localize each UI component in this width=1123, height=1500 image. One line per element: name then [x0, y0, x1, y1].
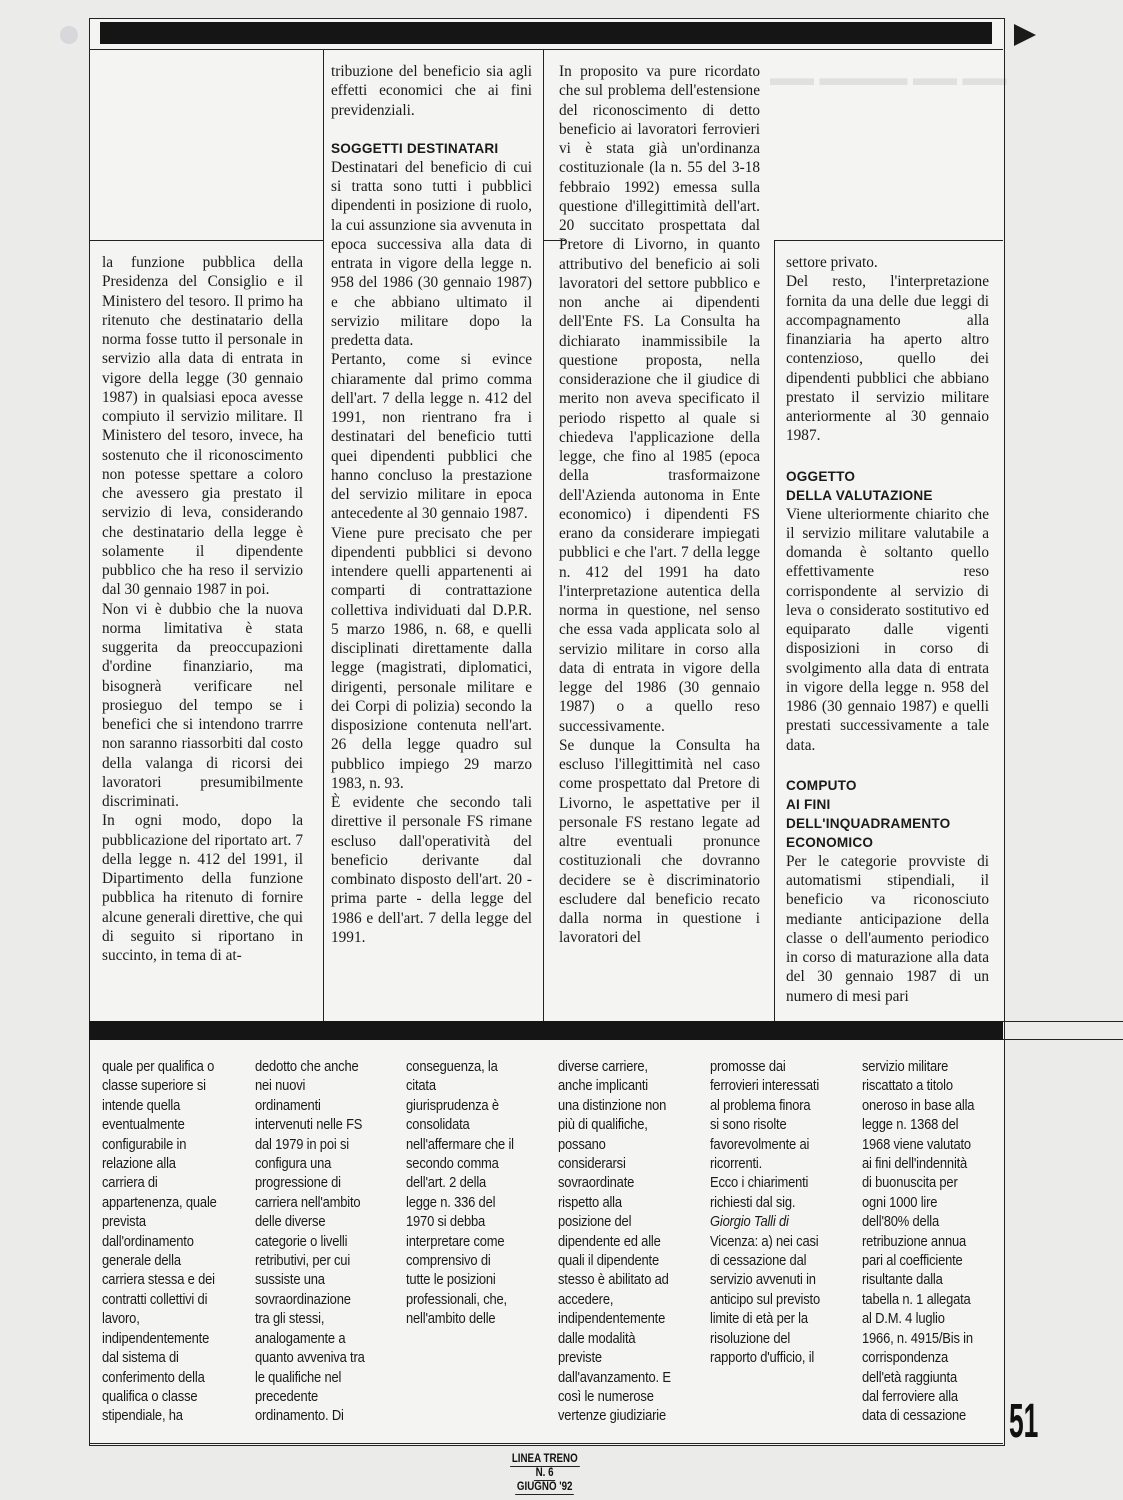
sidebar-line: più di qualifiche, — [558, 1117, 648, 1134]
sidebar-line: conferimento della — [102, 1369, 205, 1386]
section-heading — [786, 467, 989, 505]
sidebar-column-6 — [862, 1058, 986, 1427]
sidebar-line: configura una — [255, 1156, 332, 1173]
paragraph: Viene pure precisato che per dipendenti pubblici si devono intendere quelli appartenenti ai comparti di contrattazione collettiva individuati dal D.P.R. 5 marzo 1986, n. 68, e quelli disciplinati direttamente dalla legge (magistrati, diplomatici, dirigenti, personale militare e dei Corpi di polizia) secondo la disposizione contenuta nell'art. 26 della legge quadro sul pubblico impiego 29 marzo 1983, n. 93. — [331, 524, 532, 792]
sidebar-column-4 — [558, 1058, 682, 1427]
sidebar-line: lavoro, — [102, 1311, 140, 1328]
sidebar-line: analogamente a — [255, 1330, 346, 1347]
sidebar-line: promosse dai — [710, 1059, 786, 1075]
sidebar-line: dal ferroviere alla — [862, 1388, 958, 1405]
column-divider-1 — [323, 49, 324, 1021]
sidebar-line: Giorgio Talli di — [710, 1214, 789, 1231]
footer-title: LINEA TRENO — [512, 1453, 578, 1465]
sidebar-line: riscattato a titolo — [862, 1078, 953, 1095]
arrow-right-icon — [1014, 24, 1036, 46]
heading-line: AI FINI — [786, 796, 831, 812]
sidebar-line: 1968 viene valutato — [862, 1136, 971, 1153]
sidebar-line: rispetto alla — [558, 1194, 622, 1211]
sidebar-line: eventualmente — [102, 1117, 185, 1134]
sidebar-line: intende quella — [102, 1097, 181, 1114]
frame-line-bottom — [89, 1443, 1003, 1444]
sidebar-line: di buonuscita per — [862, 1175, 958, 1192]
sidebar-line: quanto avveniva tra — [255, 1350, 365, 1367]
sidebar-line: considerarsi — [558, 1156, 626, 1173]
sidebar-line: accedere, — [558, 1291, 614, 1308]
sidebar-line: intervenuti nelle FS — [255, 1117, 363, 1134]
article-column-2 — [331, 62, 532, 947]
heading-line: ECONOMICO — [786, 834, 874, 850]
sidebar-line: favorevolmente ai — [710, 1136, 810, 1153]
sidebar-line: delle diverse — [255, 1214, 326, 1231]
sidebar-line: relazione alla — [102, 1156, 176, 1173]
sidebar-line: dipendente ed alle — [558, 1233, 661, 1250]
sidebar-line: indipendentemente — [102, 1330, 210, 1347]
sidebar-line: precedente — [255, 1388, 319, 1405]
column-divider-3 — [774, 240, 775, 1021]
paragraph: Se dunque la Consulta ha escluso l'illegittimità nel caso come prospettato dal Pretore di Livorno, le aspettative per il personale FS restano legate ad altre eventuali pronunce costituzionali che dovranno decidere se è discriminatorio escludere dal beneficio recato dalla norma in questione i lavoratori del — [559, 736, 760, 947]
sidebar-line: oneroso in base alla — [862, 1097, 975, 1114]
sidebar-line: nell'affermare che il — [406, 1136, 514, 1153]
sidebar-line: generale della — [102, 1253, 181, 1270]
section-heading: SOGGETTI DESTINATARI — [331, 140, 499, 156]
sidebar-line: interpretare come — [406, 1233, 505, 1250]
sidebar-line: data di cessazione — [862, 1408, 967, 1425]
sidebar-line: retribuzione annua — [862, 1233, 967, 1250]
frame-line-left — [89, 240, 323, 241]
sidebar-line: comprensivo di — [406, 1253, 491, 1270]
sidebar-line: indipendentemente — [558, 1311, 666, 1328]
sidebar-line: rapporto d'ufficio, il — [710, 1350, 815, 1367]
sidebar-line: nei nuovi — [255, 1078, 306, 1095]
sidebar-line: risoluzione del — [710, 1330, 791, 1347]
sidebar-line: sovraordinazione — [255, 1291, 351, 1308]
sidebar-line: retributivi, per cui — [255, 1253, 351, 1270]
sidebar-line: conseguenza, la — [406, 1059, 498, 1075]
sidebar-line: secondo comma — [406, 1156, 499, 1173]
sidebar-line: dal sistema di — [102, 1350, 179, 1367]
heading-line: DELLA VALUTAZIONE — [786, 487, 933, 503]
sidebar-line: dell'età raggiunta — [862, 1369, 958, 1386]
sidebar-line: contratti collettivi di — [102, 1291, 208, 1308]
article-column-4 — [786, 253, 989, 1006]
page-number: 51 — [1009, 1395, 1039, 1448]
sidebar-line: vertenze giudiziarie — [558, 1408, 666, 1425]
frame-line-top — [89, 49, 1003, 50]
sidebar-line: nell'ambito delle — [406, 1311, 496, 1328]
footer-issue: N. 6 — [536, 1467, 554, 1479]
sidebar-line: servizio militare — [862, 1059, 949, 1075]
paragraph: È evidente che secondo tali direttive il personale FS rimane escluso dall'operatività del beneficio derivante dal combinato disposto dell'art. 20 - prima parte - della legge del 1986 e dell'art. 7 della legge del 1991. — [331, 794, 532, 946]
bar-extension-line — [1003, 1021, 1123, 1022]
sidebar-line: progressione di — [255, 1175, 341, 1192]
sidebar-line: qualifica o classe — [102, 1388, 198, 1405]
sidebar-line: una distinzione non — [558, 1097, 667, 1114]
sidebar-line: dedotto che anche — [255, 1059, 359, 1075]
section-heading — [786, 776, 989, 852]
sidebar-line: giurisprudenza è — [406, 1097, 499, 1114]
sidebar-line: Vicenza: a) nei casi — [710, 1233, 819, 1250]
paragraph: Pertanto, come si evince chiaramente dal primo comma dell'art. 7 della legge n. 412 del 1991, non rientrano fra i destinatari del beneficio tutti quei dipendenti pubblici che hanno concluso la prestazione del servizio militare in epoca antecedente al 30 gennaio 1987. — [331, 351, 532, 523]
sidebar-line: ogni 1000 lire — [862, 1194, 938, 1211]
frame-line-right — [774, 240, 1003, 241]
sidebar-line: prevista — [102, 1214, 146, 1231]
sidebar-line: classe superiore si — [102, 1078, 206, 1095]
sidebar-column-3 — [406, 1058, 530, 1330]
sidebar-line: appartenenza, quale — [102, 1194, 217, 1211]
sidebar-line: ordinamenti — [255, 1097, 321, 1114]
sidebar-line: ai fini dell'indennità — [862, 1156, 968, 1173]
paragraph: settore privato. — [786, 254, 878, 271]
heading-line: DELL'INQUADRAMENTO — [786, 815, 951, 831]
sidebar-line: categorie o livelli — [255, 1233, 348, 1250]
bar-extension-line — [1003, 1039, 1123, 1040]
footer-date: GIUGNO '92 — [517, 1481, 573, 1493]
sidebar-line: diverse carriere, — [558, 1059, 648, 1075]
show-through-decoration: ▬▬ ▬▬▬▬ ▬▬ ▬▬ — [770, 65, 1007, 90]
sidebar-column-2 — [255, 1058, 379, 1427]
sidebar-line: previste — [558, 1350, 602, 1367]
sidebar-line: 1970 si debba — [406, 1214, 486, 1231]
sidebar-line: ricorrenti. — [710, 1156, 763, 1173]
sidebar-line: le qualifiche nel — [255, 1369, 342, 1386]
sidebar-line: legge n. 1368 del — [862, 1117, 959, 1134]
sidebar-column-5 — [710, 1058, 834, 1369]
sidebar-line: consolidata — [406, 1117, 470, 1134]
sidebar-line: al problema finora — [710, 1097, 811, 1114]
sidebar-line: servizio avvenuti in — [710, 1272, 816, 1289]
sidebar-line: configurabile in — [102, 1136, 187, 1153]
sidebar-line: ordinamento. Di — [255, 1408, 344, 1425]
column-divider-2 — [543, 49, 544, 1021]
article-column-1 — [102, 253, 303, 965]
paragraph: Non vi è dubbio che la nuova norma limitativa è stata suggerita da preoccupazioni d'ordine finanziario, ma bisognerà verificare nel prosieguo del tempo se i benefici che si intendono trarrre non saranno riassorbiti dal costo della valanga di ricorsi dei lavoratori presumibilmente discriminati. — [102, 600, 303, 810]
paragraph: Destinatari del beneficio di cui si tratta sono tutti i pubblici dipendenti in posizione di ruolo, la cui assunzione sia avvenuta in epoca successiva alla data di entrata in vigore della legge n. 958 del 1986 (30 gennaio 1987) e che abbiano ultimato il servizio militare dopo la predetta data. — [331, 158, 532, 349]
sidebar-line: al D.M. 4 luglio — [862, 1311, 945, 1328]
sidebar-line: stipendiale, ha — [102, 1408, 183, 1425]
sidebar-line: Ecco i chiarimenti — [710, 1175, 809, 1192]
sidebar-line: così le numerose — [558, 1388, 654, 1405]
sidebar-line: tra gli stessi, — [255, 1311, 325, 1328]
paragraph: Per le categorie provviste di automatismi stipendiali, il beneficio va riconosciuto mediante anticipazione della classe o dell'aumento periodico in corso di maturazione alla data del 30 gennaio 1987 di un numero di mesi pari — [786, 852, 989, 1005]
sidebar-line: di cessazione dal — [710, 1253, 807, 1270]
sidebar-line: dall'ordinamento — [102, 1233, 194, 1250]
middle-black-bar — [89, 1021, 1003, 1040]
sidebar-line: quale per qualifica o — [102, 1059, 215, 1075]
sidebar-line: dal 1979 in poi si — [255, 1136, 349, 1153]
sidebar-line: legge n. 336 del — [406, 1194, 496, 1211]
paragraph: Del resto, l'interpretazione fornita da una delle due leggi di accompagnamento alla finanziaria ha aperto altro contenzioso, quello dei dipendenti pubblici che abbiano prestato il servizio militare anteriormente al 30 gennaio 1987. — [786, 273, 989, 445]
magazine-footer — [480, 1453, 610, 1495]
paragraph: In ogni modo, dopo la pubblicazione del riportato art. 7 della legge n. 412 del 1991, il Dipartimento della funzione pubblica ha ritenuto di fornire alcune generali direttive, che qui di seguito si riportano in succinto, in tema di at- — [102, 812, 303, 964]
sidebar-line: dell'art. 2 della — [406, 1175, 487, 1192]
heading-line: OGGETTO — [786, 468, 856, 484]
sidebar-line: si sono risolte — [710, 1117, 787, 1134]
sidebar-line: dell'80% della — [862, 1214, 940, 1231]
sidebar-line: tutte le posizioni — [406, 1272, 496, 1289]
sidebar-line: professionali, che, — [406, 1291, 507, 1308]
sidebar-line: 1966, n. 4915/Bis in — [862, 1330, 973, 1347]
paragraph: la funzione pubblica della Presidenza del Consiglio e il Ministero del tesoro. Il primo ha ritenuto che destinatario della norma fosse tutto il personale in servizio alla data di entrata in vigore della legge (30 gennaio 1987) in qualsiasi epoca avesse compiuto il servizio militare. Il Ministero del tesoro, invece, ha sostenuto che il riconoscimento non potesse spettare a coloro che avessero gia prestato il servizio di leva, considerando che destinatario della legge è solamente il dipendente pubblico che ha reso il servizio dal 30 gennaio 1987 in poi. — [102, 254, 303, 599]
sidebar-line: risultante dalla — [862, 1272, 943, 1289]
sidebar-line: richiesti dal sig. — [710, 1194, 796, 1211]
sidebar-line: possano — [558, 1136, 606, 1153]
sidebar-line: anticipo sul previsto — [710, 1291, 820, 1308]
sidebar-line: anche implicanti — [558, 1078, 648, 1095]
sidebar-line: citata — [406, 1078, 436, 1095]
sidebar-line: carriera stessa e dei — [102, 1272, 215, 1289]
sidebar-line: pari al coefficiente — [862, 1253, 963, 1270]
heading-line: COMPUTO — [786, 777, 857, 793]
sidebar-line: ferrovieri interessati — [710, 1078, 820, 1095]
paragraph: tribuzione del beneficio sia agli effetti economici che ai fini previdenziali. — [331, 63, 532, 119]
sidebar-line: sovraordinate — [558, 1175, 635, 1192]
sidebar-column-1 — [102, 1058, 226, 1427]
sidebar-line: posizione del — [558, 1214, 632, 1231]
paragraph: Viene ulteriormente chiarito che il servizio militare valutabile a domanda è soltanto quello effettivamente reso corrispondente al servizio di leva o considerato sostitutivo ed equiparato dalle vigenti disposizioni in corso di svolgimento alla data di entrata in vigore della legge n. 958 del 1986 (30 gennaio 1987) e quelli prestati successivamente a tale data. — [786, 505, 989, 754]
top-black-bar — [100, 22, 992, 44]
article-column-3 — [559, 62, 760, 948]
sidebar-line: corrispondenza — [862, 1350, 949, 1367]
sidebar-line: tabella n. 1 allegata — [862, 1291, 971, 1308]
paragraph: In proposito va pure ricordato che sul problema dell'estensione del riconoscimento di detto beneficio ai lavoratori ferrovieri vi è stata già un'ordinanza costituzionale (la n. 55 del 3-18 febbraio 1992) emessa sulla questione d'illegittimità dell'art. 20 succitato prospettata dal Pretore di Livorno, in quanto attributivo del beneficio ai soli lavoratori del settore pubblico e non anche ai dipendenti dell'Ente FS. La Consulta ha dichiarato inammissibile la questione proposta, nella considerazione che il giudice di merito non aveva specificato il periodo rispetto al quale si chiedeva l'applicazione della legge, che fino al 1985 (epoca della trasformaizone dell'Azienda autonoma in Ente economico) i dipendenti FS erano da considerare impiegati pubblici e che l'art. 7 della legge n. 412 del 1991 ha dato l'interpretazione autentica della norma in questione, nel senso che essa vada applicata solo al servizio militare in corso alla data di entrata in vigore della legge del 1986 (30 gennaio 1987) o a quello reso successivamente. — [559, 63, 760, 735]
sidebar-line: sussiste una — [255, 1272, 325, 1289]
scan-mark — [60, 26, 78, 44]
sidebar-line: dalle modalità — [558, 1330, 636, 1347]
sidebar-line: carriera nell'ambito — [255, 1194, 361, 1211]
sidebar-line: carriera di — [102, 1175, 158, 1192]
sidebar-line: stesso è abilitato ad — [558, 1272, 669, 1289]
sidebar-line: dall'avanzamento. E — [558, 1369, 671, 1386]
sidebar-line: quali il dipendente — [558, 1253, 659, 1270]
sidebar-line: limite di età per la — [710, 1311, 808, 1328]
